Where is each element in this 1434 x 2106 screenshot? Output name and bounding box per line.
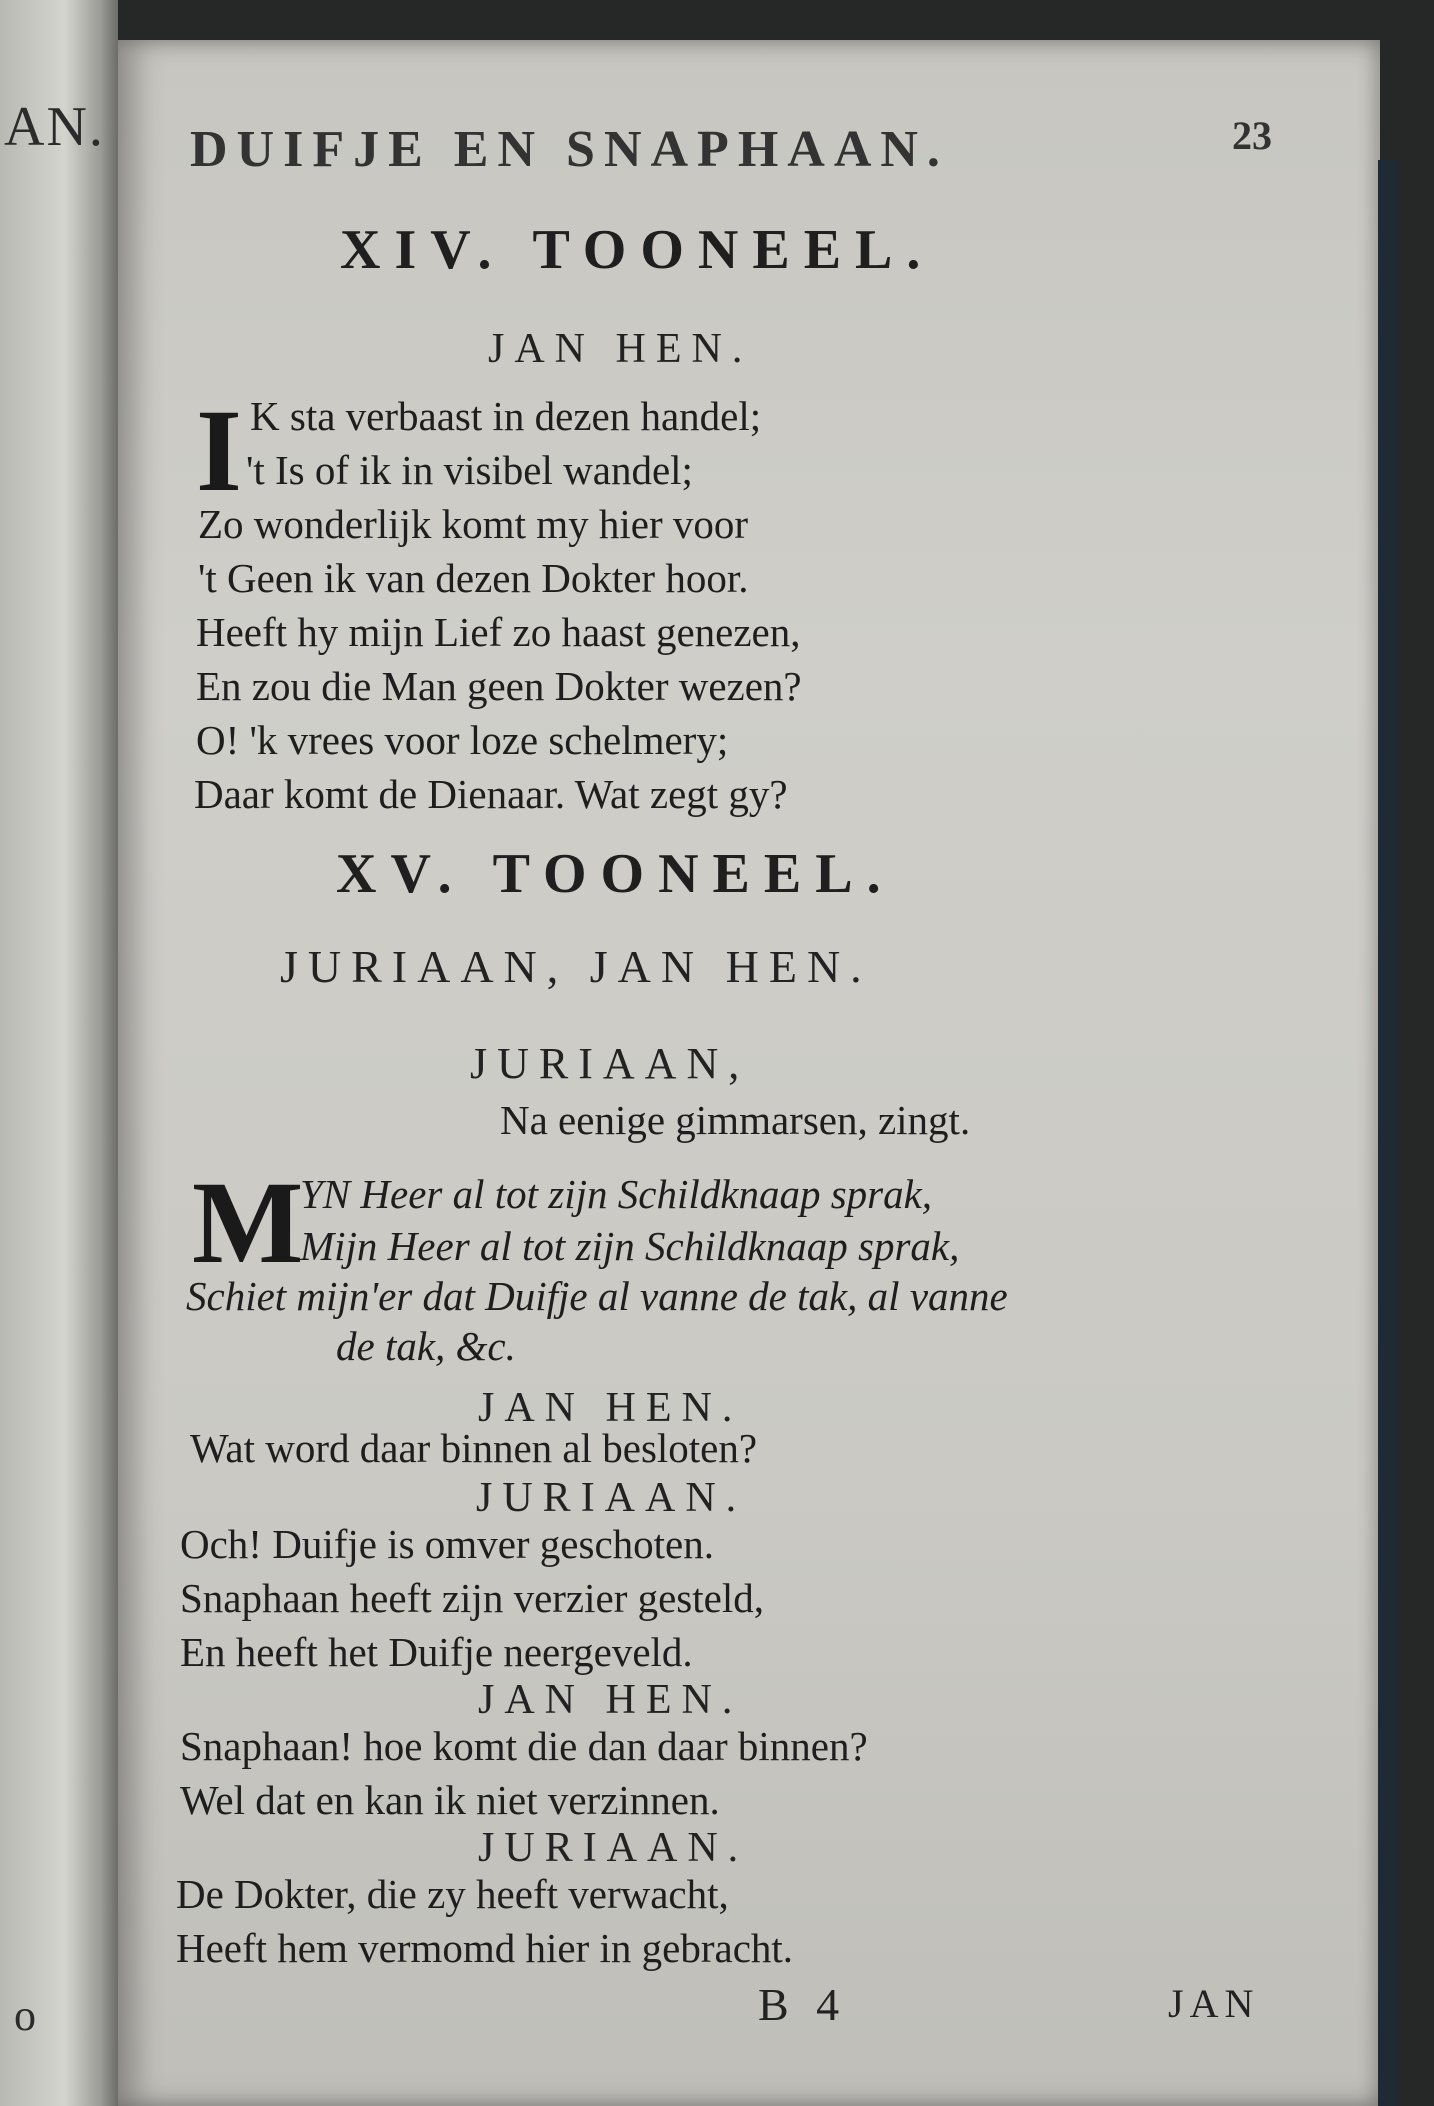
scene-15-dropcap: M xyxy=(192,1157,304,1288)
verse-line: 't Geen ik van dezen Dokter hoor. xyxy=(198,555,749,601)
verse-line: K sta verbaast in dezen handel; xyxy=(250,393,762,439)
catchword: JAN xyxy=(1168,1981,1260,2026)
scene-14-speaker: JAN HEN. xyxy=(488,326,753,372)
scene-14-dropcap: I xyxy=(196,385,242,516)
running-title: DUIFJE EN SNAPHAAN. xyxy=(190,121,949,178)
dialogue-speaker: JAN HEN. xyxy=(478,1385,743,1431)
dialogue-line: Wat word daar binnen al besloten? xyxy=(190,1425,758,1471)
dialogue-speaker: JURIAAN. xyxy=(476,1475,747,1521)
dialogue-line: Wel dat en kan ik niet verzinnen. xyxy=(180,1777,720,1823)
verse-line: 't Is of ik in visibel wandel; xyxy=(246,447,693,493)
scene-14-title: XIV. TOONEEL. xyxy=(340,219,935,281)
song-line: Mijn Heer al tot zijn Schildknaap sprak, xyxy=(300,1223,960,1269)
verse-line: O! 'k vrees voor loze schelmery; xyxy=(196,717,729,763)
scene-15-cast: JURIAAN, JAN HEN. xyxy=(280,941,872,992)
dialogue-line: Heeft hem vermomd hier in gebracht. xyxy=(176,1925,794,1971)
stage-direction: Na eenige gimmarsen, zingt. xyxy=(500,1097,971,1143)
dialogue-speaker: JURIAAN. xyxy=(478,1825,749,1871)
verse-line: Zo wonderlijk komt my hier voor xyxy=(198,501,748,547)
signature-mark: B 4 xyxy=(758,1979,848,2030)
book-cover-edge xyxy=(1378,160,1398,2106)
verse-line: En zou die Man geen Dokter wezen? xyxy=(196,663,802,709)
dialogue-line: Snaphaan! hoe komt die dan daar binnen? xyxy=(180,1723,868,1769)
verse-line: Daar komt de Dienaar. Wat zegt gy? xyxy=(194,771,788,817)
song-line: Schiet mijn'er dat Duifje al vanne de tak, al vanne xyxy=(186,1273,1008,1319)
song-line: YN Heer al tot zijn Schildknaap sprak, xyxy=(300,1171,933,1217)
left-page-header-fragment: AN. xyxy=(4,96,105,158)
left-page-edge xyxy=(0,0,118,2106)
dialogue-speaker: JAN HEN. xyxy=(478,1677,743,1723)
dialogue-line: Och! Duifje is omver geschoten. xyxy=(180,1521,714,1567)
scene-15-speaker: JURIAAN, xyxy=(470,1039,750,1088)
left-page-footer-fragment: o xyxy=(14,1991,36,2040)
dialogue-line: En heeft het Duifje neergeveld. xyxy=(180,1629,693,1675)
song-line: de tak, &c. xyxy=(336,1323,516,1369)
scene-15-title: XV. TOONEEL. xyxy=(336,843,895,905)
dialogue-line: De Dokter, die zy heeft verwacht, xyxy=(176,1871,729,1917)
verse-line: Heeft hy mijn Lief zo haast genezen, xyxy=(196,609,801,655)
page-number: 23 xyxy=(1232,113,1272,158)
dialogue-line: Snaphaan heeft zijn verzier gesteld, xyxy=(180,1575,764,1621)
